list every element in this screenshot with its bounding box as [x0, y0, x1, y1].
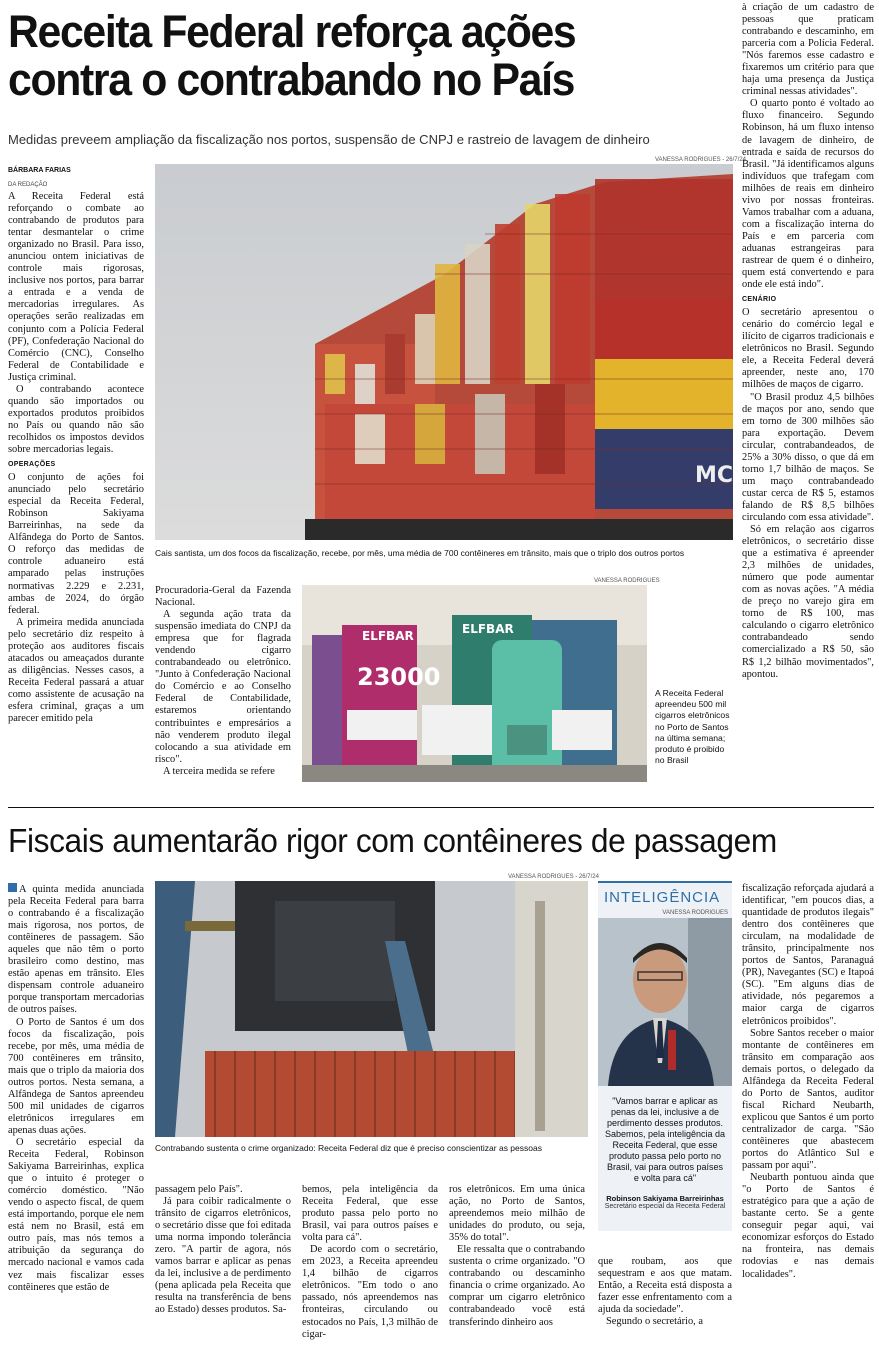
box-title: INTELIGÊNCIA	[604, 889, 721, 906]
paragraph: ros eletrônicos. Em uma única ação, no Porto de Santos, apreendemos meio milhão de unidades do produto, ou seja, 35% do total".	[449, 1184, 585, 1244]
photo-credit: VANESSA RODRIGUES	[662, 910, 728, 916]
svg-text:ELFBAR: ELFBAR	[362, 629, 414, 643]
paragraph: O conjunto de ações foi anunciado pelo secretário especial da Receita Federal, Robinson Sakiyama Barreirinhas, na sede da Alfândega do Porto de Santos. O reforço das medidas de controle aduaneiro está amparado pelas instruções normativas 2.229 e 2.231, ambas de 2024, do órgão federal.	[8, 472, 144, 616]
svg-text:23000: 23000	[357, 663, 441, 691]
section-divider	[8, 807, 874, 808]
paragraph-text: A quinta medida anunciada pela Receita Federal para barra o contrabando é a fiscalização mais rigorosa, nos portos, de contêineres de passagem. São aqueles que não têm o porto brasileiro como destino, mas estão apenas em trânsito. Eles dispensam controle aduaneiro porque transportam mercadorias de outros países.	[8, 884, 144, 1016]
author-name: BÁRBARA FARIAS	[8, 167, 71, 174]
paragraph: Ele ressalta que o contrabando sustenta o crime organizado. "O contrabando ou descaminho financia o crime organizado. Ao comprar um cigarro eletrônico contrabandeado você está transferindo dinheiro aos	[449, 1244, 585, 1328]
svg-text:ELFBAR: ELFBAR	[462, 622, 514, 636]
paragraph: O quarto ponto é voltado ao fluxo financeiro. Segundo Robinson, há um fluxo intenso de lavagem de dinheiro, de entrada e saída de recursos do Brasil. "Já identificamos alguns indivíduos que trafegam com milhões de reais em dinheiro vivo por nossas fronteiras. Vamos trabalhar com a aduana, com a fiscalização interna do País e em parceria com aduanas estrangeiras para rastrear de quem é o dinheiro, quem está convertendo e para onde ele está indo".	[742, 98, 874, 291]
headline-line-1: Receita Federal reforça ações	[8, 6, 576, 57]
svg-text:MC: MC	[695, 463, 733, 488]
headline-2: Fiscais aumentarão rigor com contêineres de passagem	[8, 822, 777, 859]
paragraph: A primeira medida anunciada pelo secretário diz respeito à proteção aos auditores fiscais atacados ou ameaçados durante as diligências. Nesses casos, a Receita Federal passará a atuar como assistente de acusação na esfera criminal, graças a um parecer emitido pela	[8, 616, 144, 725]
quote-author-name: Robinson Sakiyama Barreirinhas	[606, 1194, 724, 1203]
article2-column-2	[155, 1184, 291, 1317]
paragraph: A segunda ação trata da suspensão imediata do CNPJ da empresa que for flagrada vendendo cigarro contrabandeado ou eletrônico. "Junto à Confederação Nacional do Comércio e ao Conselho Federal de Contabilidade, estaremos orientando contribuintes e empresários a não venderem produto ilegal colocando a sua atividade em risco".	[155, 609, 291, 765]
paragraph: O secretário apresentou o cenário do comércio legal e ilícito de cigarros tradicionais e eletrônicos no Brasil. Segundo ele, a Receita Federal deverá apreender, neste ano, 170 milhões de maços de cigarro.	[742, 307, 874, 391]
headline-line-2: contra o contrabando no País	[8, 54, 575, 105]
paragraph	[8, 883, 144, 1017]
photo-caption: Cais santista, um dos focos da fiscalização, recebe, por mês, uma média de 700 contêineres em trânsito, mais que o triplo dos outros portos	[155, 548, 685, 558]
paragraph: que roubam, aos que sequestram e aos que matam. Então, a Receita está disposta a fazer esse enfrentamento com a ajuda da sociedade".	[598, 1256, 732, 1316]
paragraph: O secretário especial da Receita Federal, Robinson Sakiyama Barreirinhas, explica que o intuito é proteger o comércio doméstico. "Não vendo o aspecto fiscal, de quem está importando, porque ele nem está nem no Brasil, está em outro país, mas nós temos a atribuição da segurança do mercado nacional e vamos cada vez mais fiscalizar esses contêineres que estão de	[8, 1136, 144, 1293]
paragraph: Procuradoria-Geral da Fazenda Nacional.	[155, 585, 291, 609]
pull-quote: "Vamos barrar e aplicar as penas da lei, inclusive a de perdimento desses produtos. Sabemos, pela inteligência da Receita Federal, que esse produto passa pelo porto no Brasil, vai para outros países e volta para cá"	[604, 1096, 726, 1183]
paragraph: Neubarth pontuou ainda que "o Porto de Santos é estratégico para que a ação de bastante certo. Se a gente conseguir pegar aqui, vai economizar esforços do Estado na fronteira, nas demais rodovias e nas demais localidades".	[742, 1172, 874, 1280]
paragraph: A terceira medida se refere	[163, 765, 275, 777]
containers-photo	[155, 164, 733, 540]
article2-column-3	[302, 1184, 438, 1341]
article1-column-2	[155, 585, 291, 778]
photo-caption: A Receita Federal apreendeu 500 mil cigarros eletrônicos no Porto de Santos na última semana; produto é proibido no Brasil	[655, 688, 730, 766]
section-marker-icon	[8, 883, 17, 892]
article1-column-3	[742, 2, 874, 681]
photo-credit: VANESSA RODRIGUES	[594, 578, 660, 584]
article2-column-4	[449, 1184, 585, 1329]
paragraph: bemos, pela inteligência da Receita Federal, que esse produto passa pelo porto no Brasil, vai para outros países e volta para cá".	[302, 1184, 438, 1244]
article1-column-1	[8, 191, 144, 725]
paragraph: O contrabando acontece quando são importados ou exportados produtos proibidos no País ou quando não são recolhidos os impostos devidos sobre mercadorias legais.	[8, 383, 144, 455]
headline	[8, 8, 730, 104]
ecigarettes-photo	[302, 585, 647, 782]
photo-credit: VANESSA RODRIGUES - 26/7/24	[655, 157, 746, 163]
paragraph: fiscalização reforçada ajudará a identificar, "em poucos dias, a quantidade de produtos ilegais" dentro dos contêineres que circulam, na modalidade de trânsito, principalmente nos portos de Santos, Paranaguá (PR), Navegantes (SC) e Itapoá (SC). "Em alguns dias de atividade, nós pegaremos a maior carga de cigarros eletrônicos proibidos".	[742, 883, 874, 1027]
portrait-photo	[598, 918, 732, 1086]
port-crane-photo	[155, 881, 588, 1137]
article2-column-5	[598, 1256, 732, 1328]
sidebar-box	[598, 881, 732, 1231]
subhead: OPERAÇÕES	[8, 461, 56, 469]
author-role: DA REDAÇÃO	[8, 182, 48, 188]
paragraph: Só em relação aos cigarros eletrônicos, o secretário disse que a estimativa é apreender 2,3 milhões de unidades, número que pode aumentar com as novas ações. "A média de preço no varejo gira em torno de R$ 100, mas calculando o cigarro eletrônico contrabandeado sendo comercializado a R$ 50, são R$ 1,2 bilhão movimentados", apontou.	[742, 524, 874, 680]
photo-caption: Contrabando sustenta o crime organizado: Receita Federal diz que é preciso conscientizar as pessoas	[155, 1143, 542, 1153]
paragraph: "O Brasil produz 4,5 bilhões de maços por ano, sendo que em torno de 300 milhões são para exportação. Devem circular, contrabandeados, de 25% a 30% disso, o que dá em torno 1,7 bilhão de maços. Se um maço contrabandeado custar cerca de R$ 5, estamos falando de R$ 8,5 bilhões circulando com essa atividade".	[742, 391, 874, 523]
subhead: CENÁRIO	[742, 296, 777, 304]
article2-column-1	[8, 883, 144, 1294]
paragraph: Já para coibir radicalmente o trânsito de cigarros eletrônicos, o secretário disse que foi editada uma norma impondo tolerância zero. "A partir de agora, nós vamos barrar e aplicar as penas da lei, inclusive a de perdimento (pena aplicada pela Receita que resulta na transferência de bens ao Estado) desses produtos. Sa-	[155, 1196, 291, 1316]
paragraph: De acordo com o secretário, em 2023, a Receita apreendeu 1,4 bilhão de cigarros eletrônicos. "Em todo o ano passado, nós apreendemos nas fronteiras, circulando ou estocados no País, 1,3 milhão de cigar-	[302, 1244, 438, 1340]
paragraph: A Receita Federal está reforçando o combate ao contrabando de produtos para tentar desmantelar o crime organizado no Brasil. Para isso, anunciou ontem iniciativas de controle mais rigorosas, inclusive nos portos, para barrar a entrada e a venda de mercadorias irregulares. As operações serão realizadas em conjunto com a Polícia Federal (PF), Confederação Nacional do Comércio (CNC), Conselho Federal de Contabilidade e Justiça criminal.	[8, 191, 144, 383]
paragraph: Sobre Santos receber o maior montante de contêineres em trânsito em comparação aos demais portos, o delegado da Alfândega da Receita Federal do Porto de Santos, auditor fiscal Richard Neubarth, explicou que Santos é um porto centralizador de carga. "São contêineres que abastecem portos do Atlântico Sul e passam por aqui".	[742, 1027, 874, 1172]
paragraph: Segundo o secretário, a	[606, 1316, 703, 1328]
photo-credit: VANESSA RODRIGUES - 26/7/24	[508, 874, 599, 880]
paragraph: O Porto de Santos é um dos focos da fiscalização, pois recebe, por mês, uma média de 700 contêineres em trânsito, mais que o triplo da maioria dos outros portos. Nesta semana, a Alfândega de Santos apreendeu 500 mil unidades de cigarros eletrônicos irregulares em apenas duas ações.	[8, 1016, 144, 1136]
paragraph: à criação de um cadastro de pessoas que praticam contrabando e descaminho, em parceria com a Polícia Federal. "Nós faremos esse cadastro e fixaremos um critério para que haja uma presença da Justiça criminal nessas atividades".	[742, 2, 874, 98]
paragraph: passagem pelo País".	[155, 1184, 243, 1195]
deck: Medidas preveem ampliação da fiscalização nos portos, suspensão de CNPJ e rastreio de lavagem de dinheiro	[8, 132, 650, 147]
quote-author-role: Secretário especial da Receita Federal	[604, 1203, 726, 1210]
article2-column-6	[742, 883, 874, 1281]
